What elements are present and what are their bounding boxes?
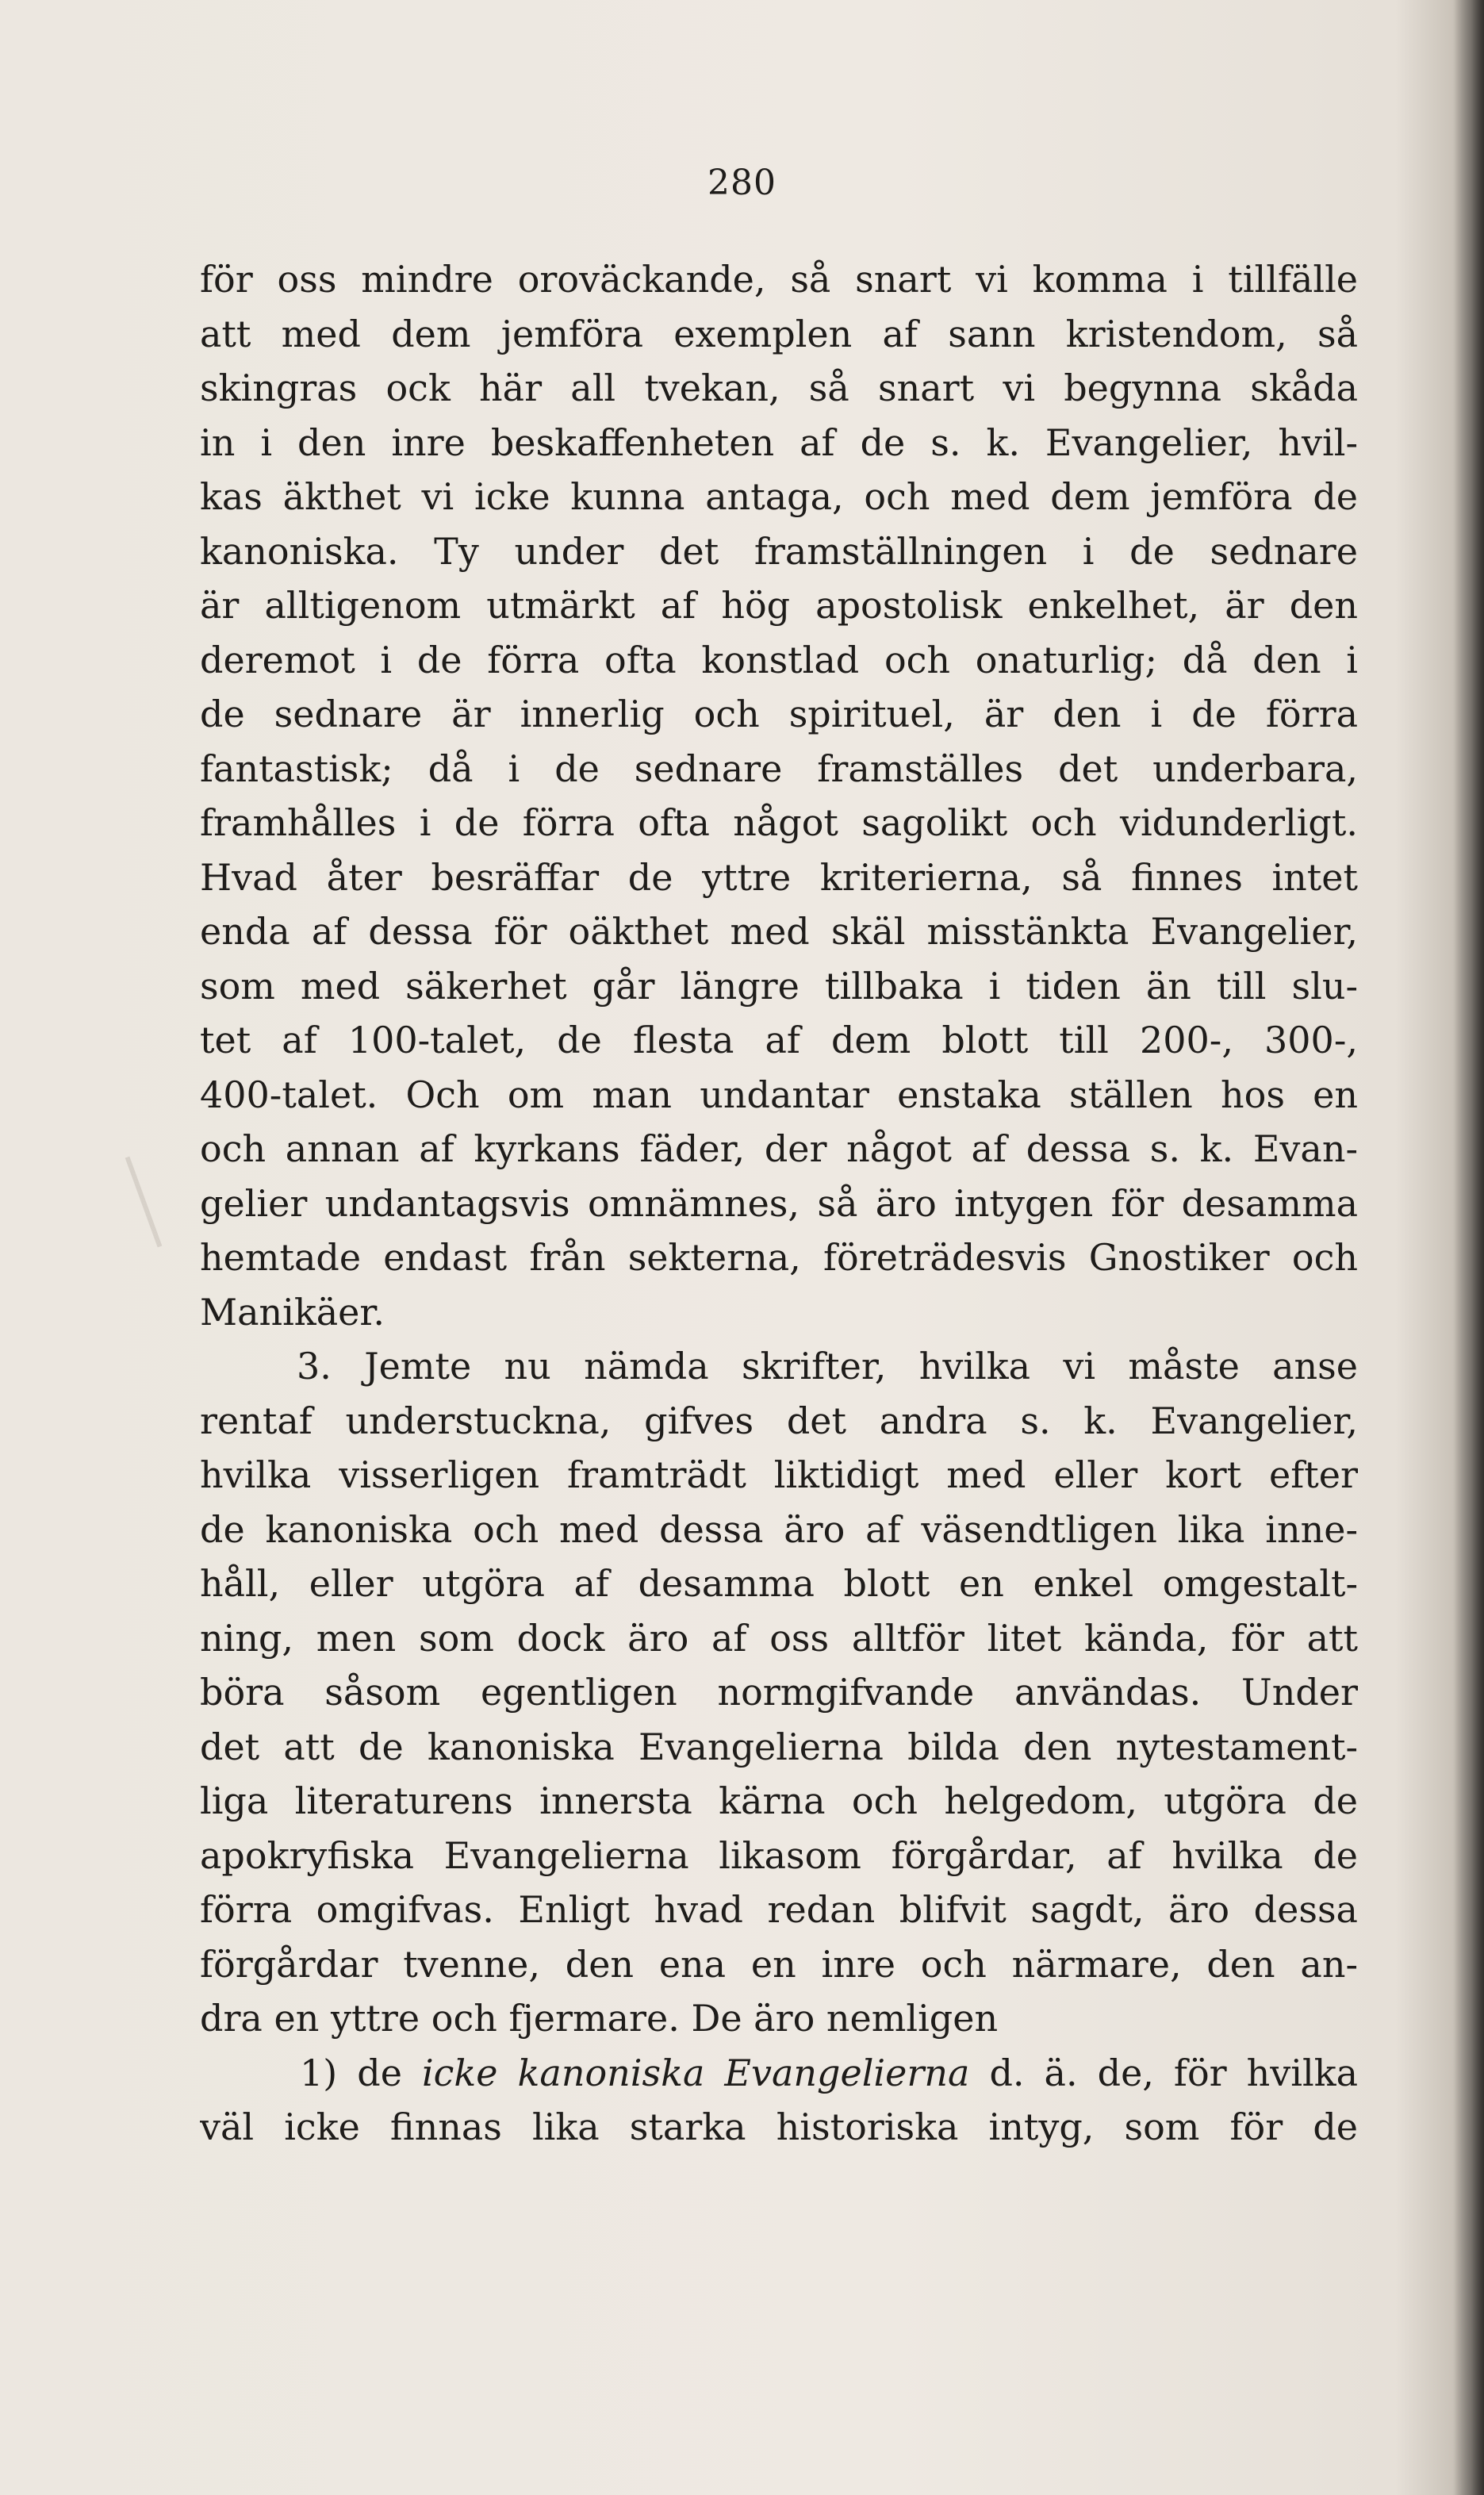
text-line: tet af 100-talet, de flesta af dem blott till 200-, 300-, bbox=[200, 1019, 1358, 1061]
text-line: väl icke finnas lika starka historiska intyg, som för de bbox=[200, 2105, 1358, 2148]
text-line: kanoniska. Ty under det framställningen i de sednare bbox=[200, 529, 1358, 573]
text-line: för oss mindre oroväckande, så snart vi komma i tillfälle bbox=[200, 258, 1358, 301]
page-edge-shadow bbox=[1452, 0, 1484, 2495]
text-line: rentaf understuckna, gifves det andra s. k. Evangelier, bbox=[200, 1399, 1358, 1442]
list-item-post: d. ä. de, för hvilka bbox=[989, 2051, 1358, 2094]
text-line: kas äkthet vi icke kunna antaga, och med dem jemföra de bbox=[200, 475, 1358, 518]
text-line: att med dem jemföra exemplen af sann kristendom, så bbox=[200, 312, 1358, 355]
text-line: liga literaturens innersta kärna och helgedom, utgöra de bbox=[200, 1779, 1358, 1822]
text-line: gelier undantagsvis omnämnes, så äro intygen för desamma bbox=[200, 1181, 1358, 1225]
text-line: hvilka visserligen framträdt liktidigt med eller kort efter bbox=[200, 1453, 1358, 1496]
text-line: hemtade endast från sekterna, företrädesvis Gnostiker och bbox=[200, 1236, 1358, 1279]
text-line: förgårdar tvenne, den ena en inre och närmare, den an- bbox=[200, 1942, 1358, 1986]
text-line: det att de kanoniska Evangelierna bilda den nytestament- bbox=[200, 1725, 1358, 1768]
list-item-number: 1) bbox=[300, 2051, 338, 2094]
page-blemish bbox=[125, 1157, 163, 1248]
body-text bbox=[200, 252, 1358, 2155]
text-line: böra såsom egentligen normgifvande användas. Under bbox=[200, 1671, 1358, 1714]
list-item-line bbox=[200, 2046, 1358, 2101]
text-line: och annan af kyrkans fäder, der något af dessa s. k. Evan- bbox=[200, 1127, 1358, 1170]
italic-term: icke kanoniska Evangelierna bbox=[421, 2051, 970, 2094]
text-line: 400-talet. Och om man undantar enstaka ställen hos en bbox=[200, 1073, 1358, 1116]
text-line: håll, eller utgöra af desamma blott en enkel omgestalt- bbox=[200, 1562, 1358, 1605]
text-line: de sednare är innerlig och spirituel, är den i de förra bbox=[200, 693, 1358, 735]
text-line: de kanoniska och med dessa äro af väsendtligen lika inne- bbox=[200, 1507, 1358, 1551]
list-item-content bbox=[300, 2046, 1358, 2101]
text-line: 3. Jemte nu nämda skrifter, hvilka vi måste anse bbox=[297, 1345, 1358, 1388]
text-line: enda af dessa för oäkthet med skäl misstänkta Evangelier, bbox=[200, 910, 1358, 953]
text-line: apokryfiska Evangelierna likasom förgårdar, af hvilka de bbox=[200, 1833, 1358, 1877]
text-line: Hvad åter besräffar de yttre kriterierna, så finnes intet bbox=[200, 855, 1358, 899]
text-line: förra omgifvas. Enligt hvad redan blifvit sagdt, äro dessa bbox=[200, 1888, 1358, 1931]
text-line: fantastisk; då i de sednare framställes det underbara, bbox=[200, 747, 1358, 790]
text-line: framhålles i de förra ofta något sagolikt och vidunderligt. bbox=[200, 801, 1358, 844]
text-line: in i den inre beskaffenheten af de s. k. Evangelier, hvil- bbox=[200, 420, 1358, 464]
text-line: skingras ock här all tvekan, så snart vi begynna skåda bbox=[200, 367, 1358, 409]
text-line: deremot i de förra ofta konstlad och onaturlig; då den i bbox=[200, 638, 1358, 681]
text-line: ning, men som dock äro af oss alltför litet kända, för att bbox=[200, 1616, 1358, 1660]
text-line: som med säkerhet går längre tillbaka i tiden än till slu- bbox=[200, 964, 1358, 1008]
page-number: 280 bbox=[707, 163, 777, 203]
text-line: dra en yttre och fjermare. De äro nemligen bbox=[200, 1997, 999, 2040]
text-line: Manikäer. bbox=[200, 1290, 385, 1334]
list-item-pre: de bbox=[357, 2051, 402, 2094]
text-line: är alltigenom utmärkt af hög apostolisk enkelhet, är den bbox=[200, 584, 1358, 627]
